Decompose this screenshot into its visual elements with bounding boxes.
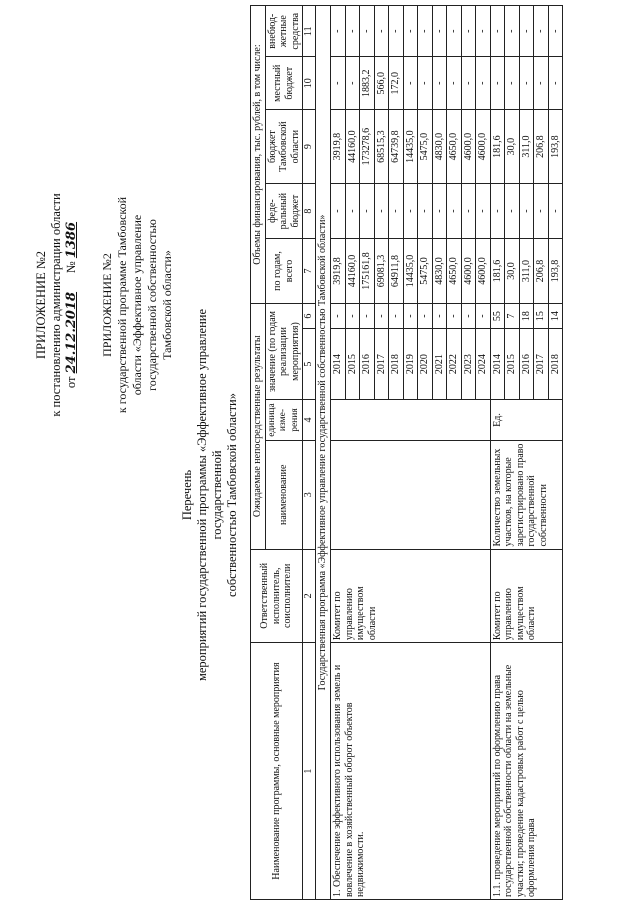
cell-year: 2024 <box>476 329 491 400</box>
cell-total: 175161,8 <box>360 238 375 303</box>
decree-reference: к постановлению администрации области <box>49 193 63 417</box>
header-local: местный бюджет <box>265 57 303 110</box>
header-result-name: наименование <box>265 441 303 549</box>
program-annex-block: ПРИЛОЖЕНИЕ №2 к государственной программе Тамбовской области «Эффективное управление государственной собственностью Тамбовской области» <box>100 155 175 455</box>
measures-table <box>250 5 563 900</box>
cell-extra: - <box>548 6 563 57</box>
program-row <box>316 6 331 900</box>
cell-year: 2014 <box>490 329 505 400</box>
cell-value: - <box>331 304 346 329</box>
cell-year: 2016 <box>360 329 375 400</box>
cell-extra: - <box>490 6 505 57</box>
cell-regional: 181,6 <box>490 109 505 183</box>
cell-regional: 173278,6 <box>360 109 375 183</box>
cell-value: - <box>432 304 447 329</box>
header-total: по годам, всего <box>265 238 303 303</box>
cell-local: - <box>505 57 520 110</box>
section-1-1-unit: Ед. <box>490 399 563 440</box>
cell-extra: - <box>403 6 418 57</box>
cell-regional: 4600,0 <box>476 109 491 183</box>
cell-total: 69081,3 <box>374 238 389 303</box>
cell-total: 44160,0 <box>345 238 360 303</box>
cell-regional: 311,0 <box>519 109 534 183</box>
cell-year: 2023 <box>461 329 476 400</box>
cell-total: 64911,8 <box>389 238 404 303</box>
cell-federal: - <box>490 184 505 239</box>
cell-federal: - <box>447 184 462 239</box>
annex-header <box>34 155 79 455</box>
cell-value: - <box>461 304 476 329</box>
header-responsible: Ответственный исполнитель, соисполнители <box>251 549 303 643</box>
annex-number: ПРИЛОЖЕНИЕ №2 <box>34 250 48 360</box>
cell-regional: 206,8 <box>534 109 549 183</box>
cell-value: - <box>403 304 418 329</box>
section-1-responsible: Комитет по управлению имуществом области <box>331 549 491 643</box>
cell-local: 566,0 <box>374 57 389 110</box>
section-1-1-body <box>490 6 563 900</box>
cell-local: - <box>490 57 505 110</box>
header-name: Наименование программы, основные мероприятия <box>251 643 303 900</box>
section-1-unit <box>331 399 491 440</box>
header-results: Ожидаемые непосредственные результаты <box>251 304 266 549</box>
cell-local: - <box>418 57 433 110</box>
cell-local: - <box>331 57 346 110</box>
cell-value: - <box>374 304 389 329</box>
header-finance: Объемы финансирования, тыс. рублей, в том числе: <box>251 6 266 304</box>
program-title: Государственная программа «Эффективное управление государственной собственностью Тамбовской области» <box>316 6 331 900</box>
cell-federal: - <box>403 184 418 239</box>
header-extra: внебюд-жетные средства <box>265 6 303 57</box>
cell-extra: - <box>519 6 534 57</box>
decree-date: 24.12.2018 <box>64 291 79 374</box>
cell-federal: - <box>519 184 534 239</box>
cell-regional: 5475,0 <box>418 109 433 183</box>
cell-year: 2022 <box>447 329 462 400</box>
cell-total: 3919,8 <box>331 238 346 303</box>
cell-federal: - <box>418 184 433 239</box>
cell-regional: 3919,8 <box>331 109 346 183</box>
cell-extra: - <box>374 6 389 57</box>
cell-year: 2019 <box>403 329 418 400</box>
header-regional: бюджет Тамбовской области <box>265 109 303 183</box>
cell-federal: - <box>360 184 375 239</box>
section-1-1-name: 1.1. проведение мероприятий по оформлению права государственной собственности области на земельные участки; проведение кадастровых работ с целью оформления права <box>490 643 563 900</box>
cell-federal: - <box>432 184 447 239</box>
column-number-row: 1 2 3 4 5 6 7 8 9 10 11 <box>303 6 316 900</box>
cell-federal: - <box>331 184 346 239</box>
section-1-body <box>331 6 491 900</box>
cell-regional: 4830,0 <box>432 109 447 183</box>
cell-federal: - <box>534 184 549 239</box>
cell-year: 2018 <box>389 329 404 400</box>
cell-extra: - <box>461 6 476 57</box>
cell-regional: 64739,8 <box>389 109 404 183</box>
cell-total: 193,8 <box>548 238 563 303</box>
cell-local: - <box>548 57 563 110</box>
cell-year: 2021 <box>432 329 447 400</box>
cell-federal: - <box>389 184 404 239</box>
cell-regional: 4650,0 <box>447 109 462 183</box>
section-1-result-name <box>331 441 491 549</box>
cell-regional: 4600,0 <box>461 109 476 183</box>
header-unit: единица изме-рения <box>265 399 303 440</box>
cell-total: 311,0 <box>519 238 534 303</box>
cell-local: - <box>534 57 549 110</box>
cell-extra: - <box>389 6 404 57</box>
cell-total: 4830,0 <box>432 238 447 303</box>
cell-extra: - <box>331 6 346 57</box>
cell-extra: - <box>418 6 433 57</box>
cell-total: 5475,0 <box>418 238 433 303</box>
program-annex-number: ПРИЛОЖЕНИЕ №2 <box>100 253 114 357</box>
decree-number: 1386 <box>64 221 79 259</box>
cell-federal: - <box>548 184 563 239</box>
header-federal: феде-ральный бюджет <box>265 184 303 239</box>
cell-local: - <box>447 57 462 110</box>
cell-year: 2014 <box>331 329 346 400</box>
cell-federal: - <box>374 184 389 239</box>
cell-federal: - <box>345 184 360 239</box>
cell-extra: - <box>447 6 462 57</box>
cell-total: 4600,0 <box>461 238 476 303</box>
cell-value: 14 <box>548 304 563 329</box>
cell-year: 2017 <box>534 329 549 400</box>
header-value: значение (по годам реализации мероприятия) <box>265 304 303 400</box>
cell-year: 2020 <box>418 329 433 400</box>
cell-total: 14435,0 <box>403 238 418 303</box>
cell-regional: 30,0 <box>505 109 520 183</box>
cell-total: 30,0 <box>505 238 520 303</box>
cell-extra: - <box>432 6 447 57</box>
cell-year: 2015 <box>505 329 520 400</box>
cell-total: 4600,0 <box>476 238 491 303</box>
document-title: Перечень мероприятий государственной программы «Эффективное управление государственной собственностью Тамбовской области» <box>180 308 239 682</box>
table-row <box>490 6 505 900</box>
cell-local: - <box>476 57 491 110</box>
cell-local: - <box>403 57 418 110</box>
section-1-1-result-name: Количество земельных участков, на которые зарегистрировано право государственной собственности <box>490 441 563 549</box>
cell-federal: - <box>461 184 476 239</box>
decree-date-line: от 24.12.2018 № 1386 <box>64 221 79 389</box>
cell-year: 2015 <box>345 329 360 400</box>
cell-local: - <box>345 57 360 110</box>
cell-value: - <box>447 304 462 329</box>
cell-extra: - <box>534 6 549 57</box>
cell-value: - <box>345 304 360 329</box>
section-1-name: 1. Обеспечение эффективного использования земель и вовлечение в хозяйственный оборот объектов недвижимости. <box>331 643 491 900</box>
cell-value: 55 <box>490 304 505 329</box>
section-1-1-responsible: Комитет по управлению имуществом области <box>490 549 563 643</box>
cell-regional: 68515,3 <box>374 109 389 183</box>
cell-value: - <box>360 304 375 329</box>
cell-regional: 14435,0 <box>403 109 418 183</box>
cell-regional: 44160,0 <box>345 109 360 183</box>
cell-extra: - <box>360 6 375 57</box>
cell-value: - <box>476 304 491 329</box>
cell-federal: - <box>505 184 520 239</box>
cell-value: 7 <box>505 304 520 329</box>
header-row-1 <box>251 6 266 900</box>
cell-local: 172,0 <box>389 57 404 110</box>
cell-total: 206,8 <box>534 238 549 303</box>
cell-local: - <box>519 57 534 110</box>
table-row <box>331 6 346 900</box>
cell-extra: - <box>505 6 520 57</box>
cell-local: 1883,2 <box>360 57 375 110</box>
cell-regional: 193,8 <box>548 109 563 183</box>
cell-value: 18 <box>519 304 534 329</box>
cell-local: - <box>461 57 476 110</box>
cell-year: 2018 <box>548 329 563 400</box>
cell-value: - <box>389 304 404 329</box>
cell-local: - <box>432 57 447 110</box>
cell-year: 2016 <box>519 329 534 400</box>
cell-extra: - <box>345 6 360 57</box>
cell-total: 4650,0 <box>447 238 462 303</box>
cell-year: 2017 <box>374 329 389 400</box>
cell-extra: - <box>476 6 491 57</box>
cell-federal: - <box>476 184 491 239</box>
cell-value: - <box>418 304 433 329</box>
cell-value: 15 <box>534 304 549 329</box>
cell-total: 181,6 <box>490 238 505 303</box>
